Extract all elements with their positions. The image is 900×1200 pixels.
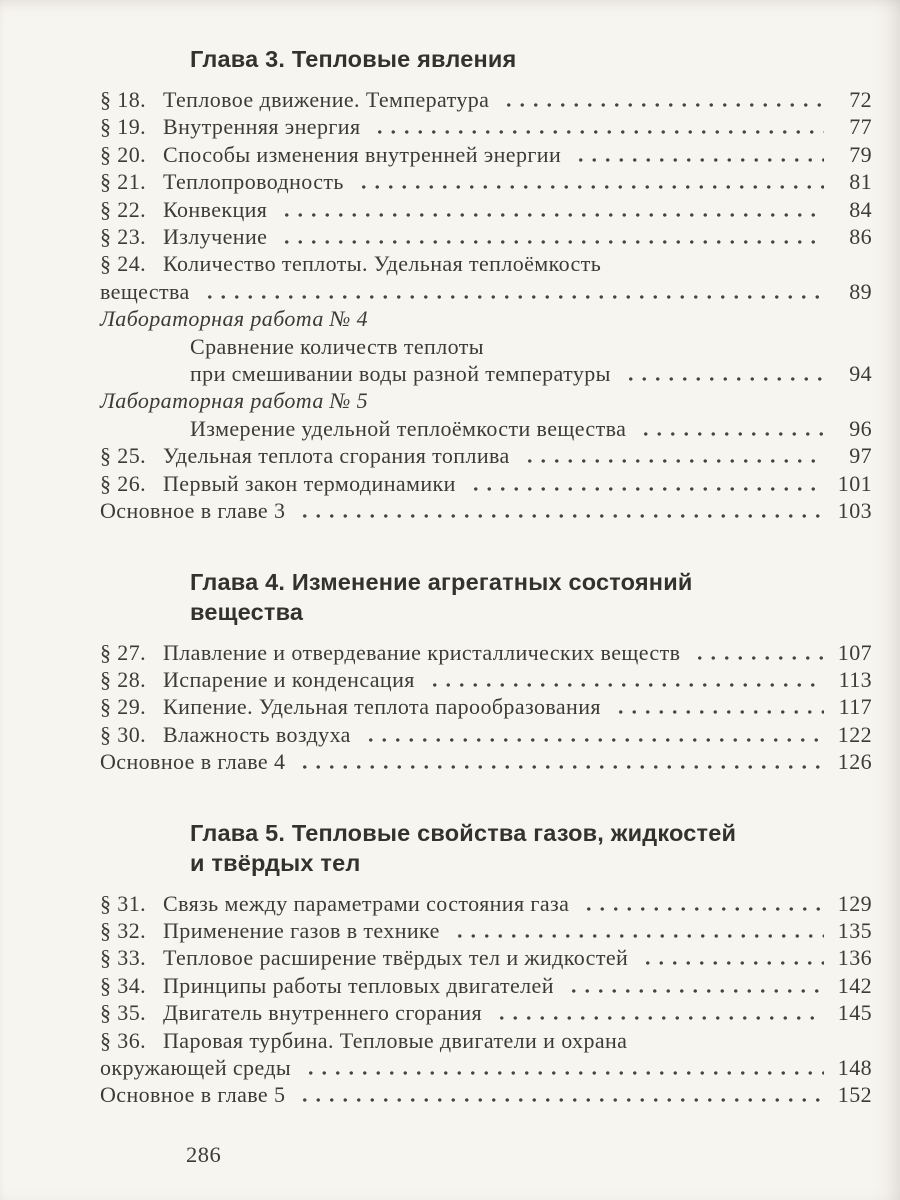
entry-title: вещества	[100, 278, 190, 304]
entry-title: Основное в главе 5	[100, 1082, 286, 1108]
dot-leader	[276, 213, 824, 217]
dot-leader	[498, 103, 824, 107]
toc-entry	[100, 278, 872, 305]
entry-page-number: 96	[849, 415, 872, 441]
toc-section	[100, 567, 872, 776]
entry-page-number: 101	[837, 470, 872, 496]
entry-title: Способы изменения внутренней энергии	[163, 141, 562, 167]
toc-entry	[100, 415, 872, 442]
toc-entry	[100, 917, 872, 944]
entry-page-number: 107	[837, 639, 872, 665]
entry-title: Кипение. Удельная теплота парообразования	[163, 694, 601, 720]
entry-title: Связь между параметрами состояния газа	[163, 890, 570, 916]
chapter-heading-line: Глава 3. Тепловые явления	[190, 46, 517, 72]
paragraph-number: § 23.	[100, 224, 146, 250]
entry-title: окружающей среды	[100, 1054, 292, 1080]
chapter-heading-line: Глава 4. Изменение агрегатных состояний	[190, 568, 693, 595]
paragraph-number: § 24.	[100, 251, 146, 277]
entry-page-number: 122	[837, 721, 872, 747]
toc-entry	[100, 113, 872, 140]
dot-leader	[449, 934, 824, 938]
entry-title: Влажность воздуха	[163, 721, 351, 747]
entry-title: Тепловое движение. Температура	[163, 87, 490, 112]
page-number: 286	[186, 1142, 222, 1167]
toc-entry	[100, 721, 872, 748]
paragraph-number: § 18.	[100, 87, 146, 112]
entry-page-number: 126	[837, 749, 872, 775]
entry-title: Внутренняя энергия	[163, 114, 361, 140]
toc-entry	[100, 972, 872, 999]
dot-leader	[199, 295, 824, 299]
paragraph-number: § 29.	[100, 694, 146, 720]
dot-leader	[353, 185, 824, 189]
toc-entry	[100, 360, 872, 387]
entry-title: Удельная теплота сгорания топлива	[163, 443, 510, 469]
entry-page-number: 136	[837, 945, 872, 971]
dot-leader	[465, 487, 824, 491]
paragraph-number: § 34.	[100, 972, 146, 998]
entry-title: Излучение	[163, 224, 268, 250]
paragraph-number: § 30.	[100, 721, 146, 747]
paragraph-number: § 26.	[100, 470, 146, 496]
dot-leader	[635, 432, 824, 436]
entry-page-number: 94	[849, 361, 872, 387]
toc-entry	[100, 666, 872, 693]
entry-page-number: 77	[849, 114, 872, 140]
entry-page-number: 84	[849, 196, 872, 222]
toc-entry	[100, 497, 872, 524]
toc-entry	[100, 86, 872, 113]
toc-entry	[100, 944, 872, 971]
entry-title: Тепловое расширение твёрдых тел и жидкостей	[163, 945, 629, 971]
dot-leader	[637, 961, 824, 965]
toc-entry	[100, 1081, 872, 1108]
paragraph-number: § 33.	[100, 945, 146, 971]
toc-entry	[100, 639, 872, 666]
entry-page-number: 72	[849, 87, 872, 112]
entry-title: Принципы работы тепловых двигателей	[163, 972, 554, 998]
paragraph-number: § 32.	[100, 917, 146, 943]
dot-leader	[563, 989, 824, 993]
dot-leader	[300, 1071, 824, 1075]
chapter-heading	[100, 44, 872, 74]
paragraph-number: § 35.	[100, 1000, 146, 1026]
toc-section	[100, 44, 872, 525]
toc-entry	[100, 470, 872, 497]
entry-page-number: 135	[837, 917, 872, 943]
dot-leader	[369, 130, 824, 134]
entry-title: Двигатель внутреннего сгорания	[163, 1000, 483, 1026]
entry-page-number: 89	[849, 278, 872, 304]
dot-leader	[491, 1016, 824, 1020]
entry-page-number: 117	[838, 694, 872, 720]
lab-work-label	[100, 305, 872, 332]
toc-section	[100, 818, 872, 1109]
toc-entry	[100, 168, 872, 195]
entry-title: Основное в главе 3	[100, 498, 286, 524]
chapter-heading-line: Глава 5. Тепловые свойства газов, жидкостей	[190, 819, 737, 846]
entry-title: Первый закон термодинамики	[163, 470, 456, 496]
paragraph-number: § 28.	[100, 666, 146, 692]
toc-entry	[100, 748, 872, 775]
entry-page-number: 129	[837, 890, 872, 916]
entry-title: Паровая турбина. Тепловые двигатели и охрана	[163, 1027, 628, 1053]
chapter-heading-line: вещества	[190, 598, 304, 625]
toc-entry	[100, 693, 872, 720]
paragraph-number: § 20.	[100, 141, 146, 167]
toc-entry	[100, 999, 872, 1026]
dot-leader	[689, 656, 824, 660]
dot-leader	[620, 377, 824, 381]
entry-title: Применение газов в технике	[163, 917, 440, 943]
dot-leader	[519, 459, 824, 463]
toc-entry	[100, 141, 872, 168]
chapter-heading	[100, 818, 872, 878]
dot-leader	[294, 514, 824, 518]
chapter-heading-line: и твёрдых тел	[190, 849, 361, 876]
dot-leader	[570, 158, 824, 162]
entry-page-number: 86	[849, 224, 872, 250]
dot-leader	[610, 710, 824, 714]
entry-title: Теплопроводность	[163, 169, 344, 195]
paragraph-number: § 21.	[100, 169, 146, 195]
chapter-heading	[100, 567, 872, 627]
toc-entry	[100, 1054, 872, 1081]
entry-title: Конвекция	[163, 196, 268, 222]
lab-work-label	[100, 387, 872, 414]
toc-entry	[100, 333, 872, 360]
entry-page-number: 113	[838, 666, 872, 692]
dot-leader	[360, 738, 824, 742]
entry-page-number: 79	[849, 141, 872, 167]
entry-page-number: 148	[837, 1054, 872, 1080]
entry-title: Количество теплоты. Удельная теплоёмкость	[163, 251, 602, 277]
entry-title: Испарение и конденсация	[163, 666, 415, 692]
entry-page-number: 145	[837, 1000, 872, 1026]
toc-entry	[100, 890, 872, 917]
dot-leader	[276, 240, 824, 244]
entry-title: Плавление и отвердевание кристаллических веществ	[163, 639, 681, 665]
entry-page-number: 103	[837, 498, 872, 524]
paragraph-number: § 22.	[100, 196, 146, 222]
toc-entry	[100, 196, 872, 223]
entry-title: Основное в главе 4	[100, 749, 286, 775]
dot-leader	[294, 1098, 824, 1102]
entry-title: Лабораторная работа № 4	[100, 306, 369, 332]
entry-page-number: 142	[837, 972, 872, 998]
dot-leader	[294, 765, 824, 769]
paragraph-number: § 25.	[100, 443, 146, 469]
toc-entry	[100, 223, 872, 250]
paragraph-number: § 27.	[100, 639, 146, 665]
paragraph-number: § 31.	[100, 890, 146, 916]
entry-title: Лабораторная работа № 5	[100, 388, 369, 414]
entry-title: Измерение удельной теплоёмкости вещества	[190, 415, 627, 441]
paragraph-number: § 19.	[100, 114, 146, 140]
dot-leader	[578, 907, 824, 911]
entry-page-number: 152	[837, 1082, 872, 1108]
entry-title: Сравнение количеств теплоты	[190, 333, 484, 359]
toc-entry	[100, 1027, 872, 1054]
entry-page-number: 81	[849, 169, 872, 195]
entry-title: при смешивании воды разной температуры	[190, 361, 611, 387]
toc-entry	[100, 442, 872, 469]
dot-leader	[424, 683, 824, 687]
entry-page-number: 97	[849, 443, 872, 469]
paragraph-number: § 36.	[100, 1027, 146, 1053]
toc-entry	[100, 250, 872, 277]
